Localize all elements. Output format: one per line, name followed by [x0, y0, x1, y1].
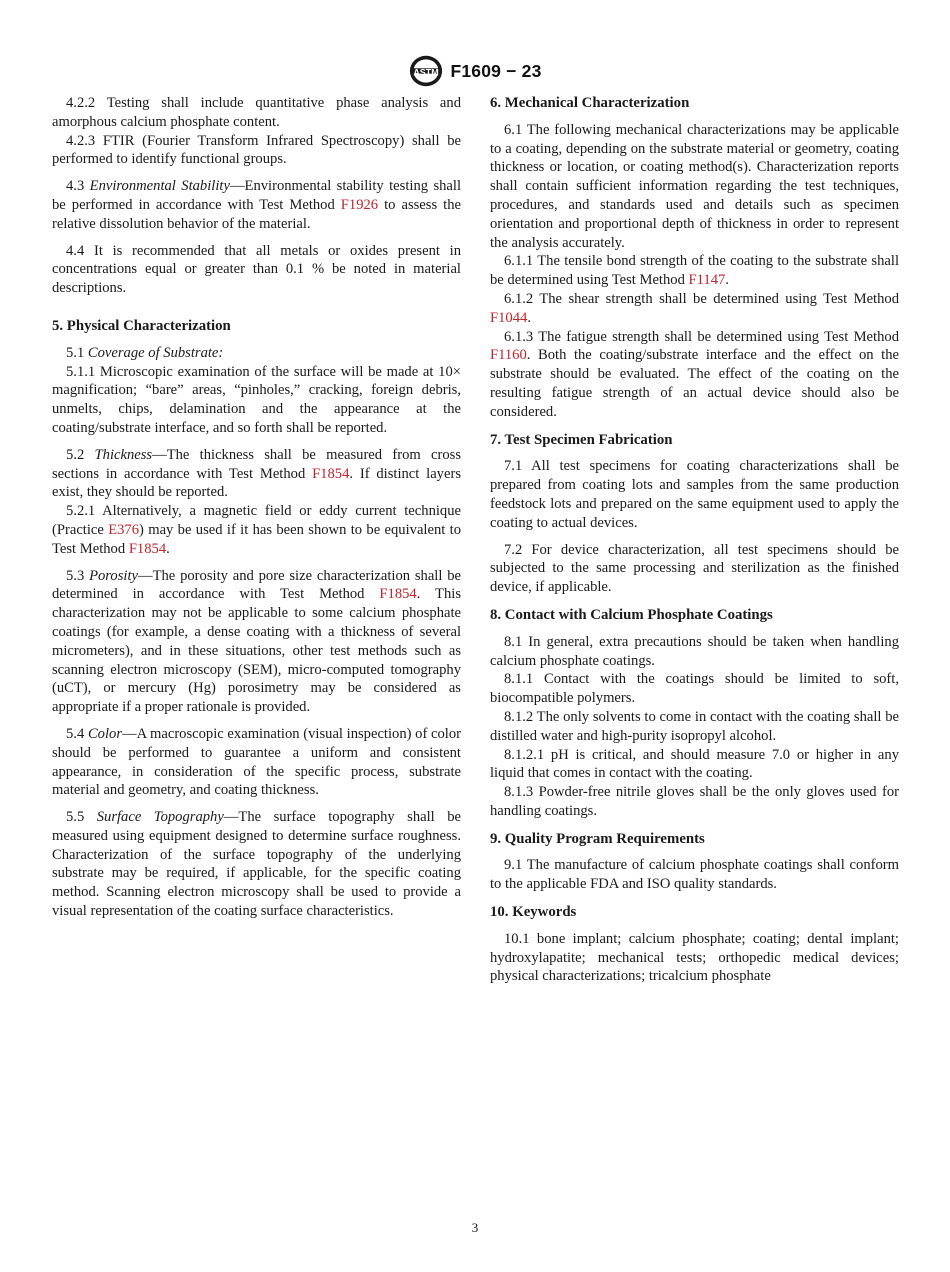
astm-logo-icon — [408, 54, 444, 88]
para-4-2-2: 4.2.2 Testing shall include quantitative phase analysis and amorphous calcium phosphate content. — [52, 95, 461, 130]
para-5-2-1: 5.2.1 Alternatively, a magnetic field or eddy current technique (Practice E376) may be used if it has been shown to be equivalent to Test Method F1854. — [52, 503, 461, 557]
para-5-4: 5.4 Color—A macroscopic examination (visual inspection) of color should be performed to guarantee a uniform and consistent appearance, in consideration of the specific process, substrate material and geometry, and coating thickness. — [52, 725, 462, 799]
para-6-1-1: 6.1.1 The tensile bond strength of the coating to the substrate shall be determined using Test Method F1147. — [490, 253, 899, 289]
right-column — [490, 94, 899, 986]
para-6-1: 6.1 The following mechanical characterizations may be applicable to a coating, depending on the substrate material or geometry, coating thickness or location, or coating method(s). Characterization reports shall contain sufficient information regarding the test techniques, procedures, and standards used and details such as specimen orientation and proportional depth of thickness in order to represent the analysis accurately. — [490, 121, 899, 251]
section-6-heading: 6. Mechanical Characterization — [490, 95, 690, 111]
page-number: 3 — [471, 1220, 479, 1235]
para-8-1-3: 8.1.3 Powder-free nitrile gloves shall be the only gloves used for handling coatings. — [490, 784, 899, 819]
para-10-1: 10.1 bone implant; calcium phosphate; coating; dental implant; hydroxylapatite; mechanical tests; orthopedic medical devices; physical characterizations; tricalcium phosphate — [490, 930, 899, 985]
para-4-3: 4.3 Environmental Stability—Environmental stability testing shall be performed in accordance with Test Method F1926 to assess the relative dissolution behavior of the material. — [52, 178, 462, 232]
link-f1160[interactable]: F1160 — [490, 347, 527, 364]
para-6-1-2: 6.1.2 The shear strength shall be determined using Test Method F1044. — [490, 290, 899, 326]
link-f1044[interactable]: F1044 — [490, 309, 528, 326]
section-8-heading: 8. Contact with Calcium Phosphate Coatings — [490, 606, 773, 623]
astm-logo-text: ASTM — [413, 67, 440, 78]
para-8-1-1: 8.1.1 Contact with the coatings should be limited to soft, biocompatible polymers. — [490, 671, 899, 707]
para-5-3: 5.3 Porosity—The porosity and pore size characterization shall be determined in accordance with Test Method F1854. This characterization may not be applicable to some calcium phosphate coatings (for example, a dense coating with a thickness of several micrometers), and in these situations, other test methods such as scanning electron microscopy (SEM), micro-computed tomography (uCT), or mercury (Hg) porosimetry may be considered as appropriate if a proper rationale is provided. — [52, 567, 462, 716]
link-f1854[interactable]: F1854 — [312, 465, 350, 482]
section-10-heading: 10. Keywords — [490, 904, 577, 921]
para-8-1-2: 8.1.2 The only solvents to come in contact with the coating shall be distilled water and high-purity isopropyl alcohol. — [490, 708, 899, 744]
link-e376[interactable]: E376 — [108, 521, 140, 538]
para-5-1-1: 5.1.1 Microscopic examination of the surface will be made at 10× magnification; “bare” areas, “pinholes,” cracking, foreign debris, unmelts, chips, delamination and the appearance at the coating/substrate interface, and so forth shall be reported. — [52, 363, 461, 436]
para-5-5: 5.5 Surface Topography—The surface topography shall be measured using equipment designed to determine surface roughness. Characterization of the surface topography of the underlying substrate may be required, if applicable, for the specific coating method. Scanning electron microscopy shall be used to provide a visual representation of the coating surface characteristics. — [52, 809, 462, 920]
section-5-heading: 5. Physical Characterization — [52, 317, 231, 334]
page-header — [0, 54, 950, 88]
para-5-1: 5.1 Coverage of Substrate: — [66, 344, 224, 361]
para-4-2-3: 4.2.3 FTIR (Fourier Transform Infrared Spectroscopy) shall be performed to identify functional groups. — [52, 132, 461, 168]
link-f1147[interactable]: F1147 — [688, 272, 726, 289]
para-7-1: 7.1 All test specimens for coating characterizations shall be prepared from coating lots and samples from the same production feedstock lots and prepared on the same equipment used to apply the coating to actual devices. — [490, 458, 899, 531]
link-f1854[interactable]: F1854 — [379, 586, 417, 603]
para-6-1-3: 6.1.3 The fatigue strength shall be determined using Test Method F1160. Both the coating/substrate interface and the effect on the substrate should be evaluated. The effect of the coating on the resulting fatigue strength of an actual device should also be considered. — [490, 328, 899, 420]
para-7-2: 7.2 For device characterization, all test specimens should be subjected to the same processing and sterilization as the finished device, if applicable. — [490, 541, 899, 596]
link-f1926[interactable]: F1926 — [340, 196, 379, 213]
document-id: F1609 − 23 — [450, 60, 542, 81]
left-column — [52, 94, 461, 921]
para-8-1-2-1: 8.1.2.1 pH is critical, and should measure 7.0 or higher in any liquid that comes in contact with the coating. — [490, 746, 899, 782]
para-9-1: 9.1 The manufacture of calcium phosphate coatings shall conform to the applicable FDA and ISO quality standards. — [490, 857, 899, 893]
section-7-heading: 7. Test Specimen Fabrication — [490, 431, 673, 448]
section-9-heading: 9. Quality Program Requirements — [490, 830, 705, 847]
link-f1854[interactable]: F1854 — [128, 540, 167, 557]
para-5-2: 5.2 Thickness—The thickness shall be measured from cross sections in accordance with Test Method F1854. If distinct layers exist, they should be reported. — [52, 446, 461, 501]
para-8-1: 8.1 In general, extra precautions should be taken when handling calcium phosphate coatings. — [490, 633, 899, 669]
para-4-4: 4.4 It is recommended that all metals or oxides present in concentrations equal or greater than 0.1 % be noted in material descriptions. — [52, 242, 461, 297]
